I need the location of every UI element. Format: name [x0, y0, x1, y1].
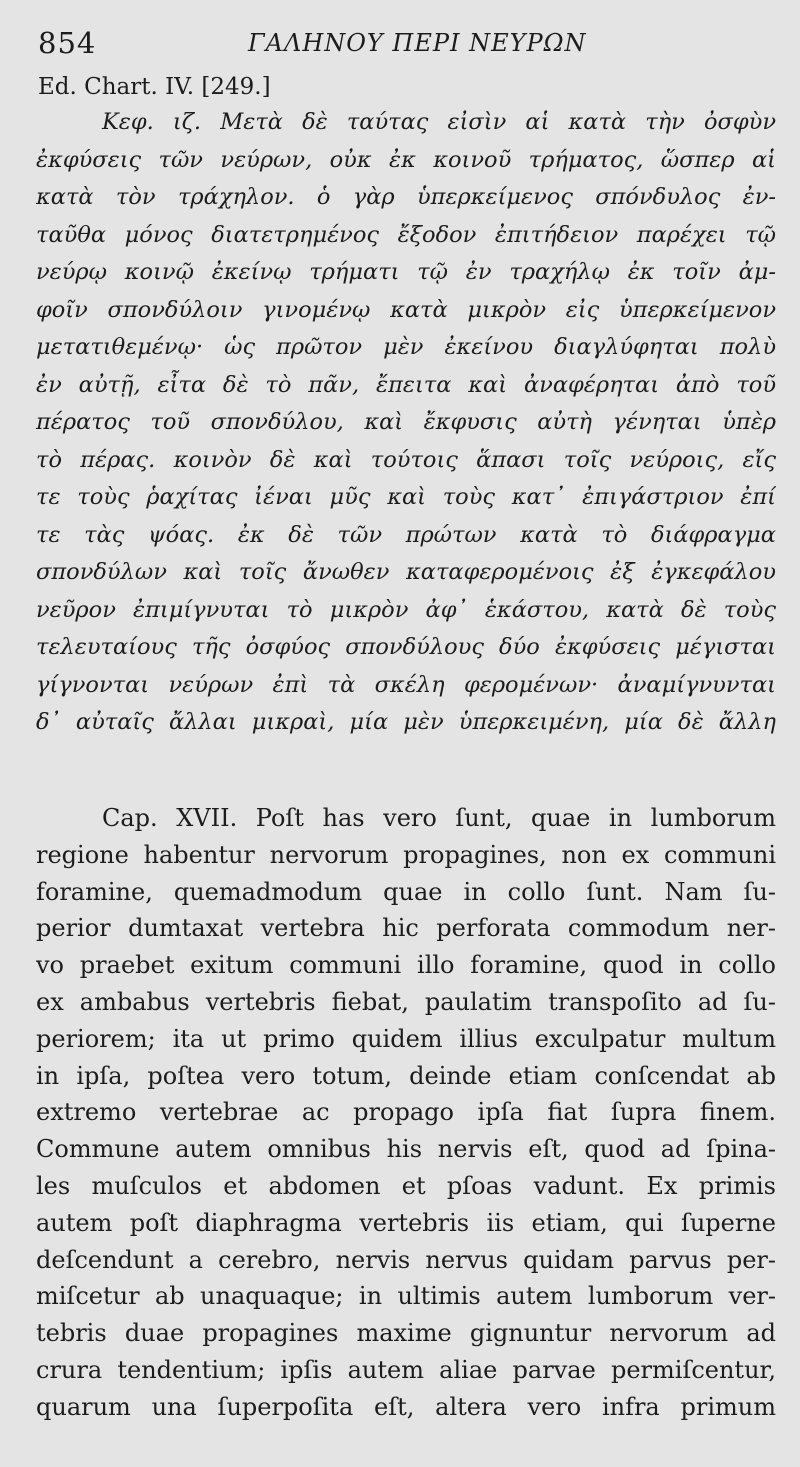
- latin-line: crura tendentium; ipſis autem aliae parvae permiſcentur,: [36, 1355, 776, 1384]
- greek-line: τε τοὺς ῥαχίτας ἰέναι μῦς καὶ τοὺς κατ᾽ ἐπιγάστριον ἐπί: [36, 484, 776, 510]
- latin-line: Cap. XVII. Poſt has vero ſunt, quae in lumborum: [102, 804, 776, 832]
- running-title: ΓΑΛΗΝΟΥ ΠΕΡΙ ΝΕΥΡΩΝ: [248, 29, 587, 57]
- greek-text-block: [36, 104, 776, 742]
- latin-line: les muſculos et abdomen et pſoas vadunt. Ex primis: [36, 1171, 776, 1200]
- running-head: [38, 26, 780, 62]
- latin-line: periorem; ita ut primo quidem illius exculpatur multum: [36, 1024, 776, 1053]
- greek-line: Κεφ. ιζ. Μετὰ δὲ ταύτας εἰσὶν αἱ κατὰ τὴν ὀσφὺν: [102, 109, 776, 135]
- latin-line: foramine, quemadmodum quae in collo ſunt. Nam ſu-: [36, 877, 776, 906]
- greek-line: ταῦθα μόνος διατετρημένος ἔξοδον ἐπιτήδειον παρέχει τῷ: [36, 221, 776, 248]
- latin-line: deſcendunt a cerebro, nervis nervus quidam parvus per-: [36, 1245, 776, 1274]
- latin-line: vo praebet exitum communi illo foramine, quod in collo: [36, 951, 776, 980]
- greek-line: τε τὰς ψόας. ἐκ δὲ τῶν πρώτων κατὰ τὸ διάφραγμα: [36, 521, 776, 548]
- latin-line: extremo vertebrae ac propago ipſa fiat ſupra finem.: [36, 1098, 776, 1127]
- greek-line: ἐκφύσεις τῶν νεύρων, οὐκ ἐκ κοινοῦ τρήματος, ὥσπερ αἱ: [36, 146, 776, 173]
- edition-reference: Ed. Chart. IV. [249.]: [38, 74, 271, 100]
- greek-line: γίγνονται νεύρων ἐπὶ τὰ σκέλη φερομένων· ἀναμίγνυνται: [36, 671, 776, 698]
- greek-line: μετατιθεμένῳ· ὡς πρῶτον μὲν ἐκείνου διαγλύφηται πολὺ: [36, 334, 776, 360]
- latin-line: autem poſt diaphragma vertebris iis etiam, qui ſuperne: [36, 1208, 776, 1237]
- greek-line: ἐν αὐτῇ, εἶτα δὲ τὸ πᾶν, ἔπειτα καὶ ἀναφέρηται ἀπὸ τοῦ: [36, 371, 776, 398]
- greek-line: νεύρῳ κοινῷ ἐκείνῳ τρήματι τῷ ἐν τραχήλῳ ἐκ τοῖν ἀμ-: [36, 259, 776, 285]
- greek-line: πέρατος τοῦ σπονδύλου, καὶ ἔκφυσις αὐτὴ γένηται ὑπὲρ: [36, 409, 776, 435]
- greek-line: κατὰ τὸν τράχηλον. ὁ γὰρ ὑπερκείμενος σπόνδυλος ἐν-: [36, 184, 776, 210]
- latin-line: ex ambabus vertebris fiebat, paulatim transpoſito ad ſu-: [36, 987, 776, 1016]
- latin-line: quarum una ſuperpoſita eſt, altera vero infra primum: [36, 1392, 776, 1421]
- latin-line: Commune autem omnibus his nervis eſt, quod ad ſpina-: [36, 1135, 776, 1164]
- page-number: 854: [38, 26, 97, 60]
- greek-line: φοῖν σπονδύλοιν γινομένῳ κατὰ μικρὸν εἰς ὑπερκείμενον: [36, 296, 776, 323]
- latin-text-block: [36, 800, 776, 1426]
- latin-line: in ipſa, poſtea vero totum, deinde etiam conſcendat ab: [36, 1061, 776, 1090]
- greek-line: τὸ πέρας. κοινὸν δὲ καὶ τούτοις ἅπασι τοῖς νεύροις, εἴς: [36, 446, 776, 473]
- greek-line: τελευταίους τῆς ὀσφύος σπονδύλους δύο ἐκφύσεις μέγισται: [36, 634, 776, 660]
- greek-line: νεῦρον ἐπιμίγνυται τὸ μικρὸν ἀφ᾽ ἑκάστου, κατὰ δὲ τοὺς: [36, 596, 776, 623]
- latin-line: perior dumtaxat vertebra hic perforata commodum ner-: [36, 914, 776, 943]
- latin-line: regione habentur nervorum propagines, non ex communi: [36, 840, 776, 869]
- greek-line: δ᾽ αὐταῖς ἄλλαι μικραὶ, μία μὲν ὑπερκειμένη, μία δὲ ἄλλη: [36, 709, 776, 735]
- latin-line: tebris duae propagines maxime gignuntur nervorum ad: [36, 1319, 776, 1348]
- latin-line: miſcetur ab unaquaque; in ultimis autem lumborum ver-: [36, 1282, 776, 1311]
- greek-line: σπονδύλων καὶ τοῖς ἄνωθεν καταφερομένοις ἐξ ἐγκεφάλου: [36, 559, 776, 585]
